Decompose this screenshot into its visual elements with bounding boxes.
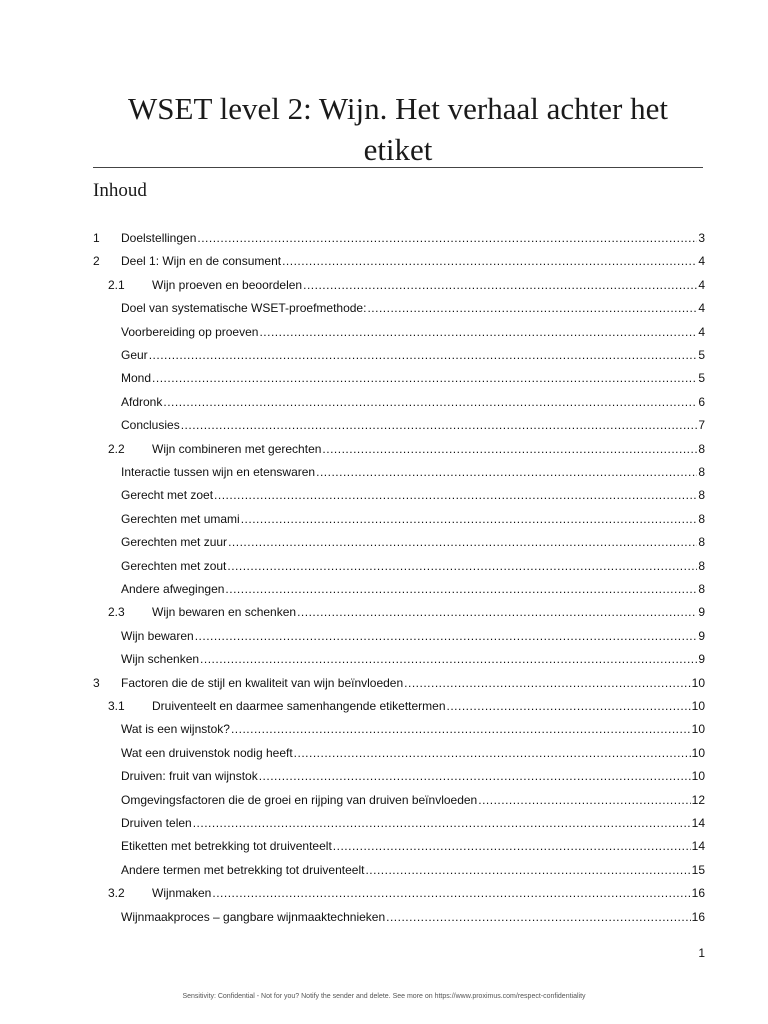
toc-entry-page: 8 [698, 535, 705, 549]
toc-dot-leader [294, 742, 691, 765]
toc-entry[interactable] [0, 461, 768, 484]
toc-entry-number: 3 [93, 676, 100, 690]
toc-entry[interactable] [0, 391, 768, 414]
toc-dot-leader [149, 344, 698, 367]
toc-entry-label: Voorbereiding op proeven [121, 325, 259, 339]
toc-entry-label: Doelstellingen [121, 231, 197, 245]
toc-entry-page: 12 [691, 793, 705, 807]
toc-dot-leader [231, 718, 691, 741]
toc-entry-label: Druiven: fruit van wijnstok [121, 769, 258, 783]
toc-dot-leader [212, 882, 690, 905]
toc-entry-line [121, 625, 705, 648]
toc-dot-leader [163, 391, 697, 414]
toc-entry-page: 8 [698, 442, 705, 456]
toc-entry-line [152, 601, 705, 624]
toc-entry-line [152, 438, 705, 461]
toc-entry-page: 4 [698, 301, 705, 315]
toc-entry-line [121, 250, 705, 273]
toc-entry[interactable] [0, 274, 768, 297]
toc-entry[interactable] [0, 718, 768, 741]
toc-entry-number: 1 [93, 231, 100, 245]
toc-entry-line [121, 835, 705, 858]
toc-entry-line [121, 578, 705, 601]
toc-entry[interactable] [0, 414, 768, 437]
toc-entry-line [121, 789, 705, 812]
toc-dot-leader [152, 367, 697, 390]
toc-entry-line [121, 859, 705, 882]
toc-entry-label: Afdronk [121, 395, 163, 409]
toc-dot-leader [303, 274, 697, 297]
toc-entry-line [121, 906, 705, 929]
toc-entry-line [121, 391, 705, 414]
toc-entry-page: 16 [691, 886, 705, 900]
toc-entry-label: Wijn combineren met gerechten [152, 442, 322, 456]
toc-entry-page: 3 [698, 231, 705, 245]
toc-dot-leader [316, 461, 697, 484]
toc-heading: Inhoud [93, 180, 147, 201]
toc-entry-page: 4 [698, 325, 705, 339]
toc-entry-label: Wijnmaakproces – gangbare wijnmaaktechnieken [121, 910, 386, 924]
toc-dot-leader [333, 835, 691, 858]
toc-entry-page: 9 [698, 629, 705, 643]
toc-entry[interactable] [0, 321, 768, 344]
toc-entry[interactable] [0, 742, 768, 765]
toc-entry[interactable] [0, 227, 768, 250]
toc-entry-page: 8 [698, 559, 705, 573]
toc-entry-number: 3.1 [108, 699, 125, 713]
toc-entry-label: Gerechten met zout [121, 559, 227, 573]
toc-entry-page: 10 [691, 699, 705, 713]
toc-dot-leader [228, 531, 697, 554]
toc-entry-label: Omgevingsfactoren die de groei en rijping van druiven beïnvloeden [121, 793, 478, 807]
toc-dot-leader [225, 578, 697, 601]
toc-entry-label: Wijn schenken [121, 652, 200, 666]
toc-entry[interactable] [0, 578, 768, 601]
toc-dot-leader [478, 789, 690, 812]
toc-entry-page: 6 [698, 395, 705, 409]
toc-entry[interactable] [0, 508, 768, 531]
toc-entry-page: 8 [698, 512, 705, 526]
toc-entry[interactable] [0, 648, 768, 671]
toc-entry-label: Andere afwegingen [121, 582, 225, 596]
toc-entry-page: 8 [698, 488, 705, 502]
toc-entry[interactable] [0, 882, 768, 905]
toc-entry-line [121, 648, 705, 671]
toc-entry-line [121, 414, 705, 437]
toc-entry-line [152, 882, 705, 905]
toc-entry-page: 8 [698, 582, 705, 596]
toc-entry-number: 2.1 [108, 278, 125, 292]
toc-dot-leader [404, 672, 690, 695]
document-title: WSET level 2: Wijn. Het verhaal achter het etiket [128, 91, 668, 167]
toc-dot-leader [227, 555, 697, 578]
toc-entry[interactable] [0, 555, 768, 578]
toc-entry-page: 10 [691, 722, 705, 736]
toc-entry-number: 2.2 [108, 442, 125, 456]
toc-dot-leader [386, 906, 691, 929]
toc-entry-line [121, 672, 705, 695]
toc-entry[interactable] [0, 835, 768, 858]
toc-entry-label: Doel van systematische WSET-proefmethode: [121, 301, 367, 315]
toc-entry-page: 10 [691, 746, 705, 760]
toc-entry-page: 4 [698, 254, 705, 268]
toc-dot-leader [181, 414, 698, 437]
toc-entry-page: 15 [691, 863, 705, 877]
toc-entry-number: 2.3 [108, 605, 125, 619]
toc-entry-label: Wijn proeven en beoordelen [152, 278, 303, 292]
toc-entry[interactable] [0, 695, 768, 718]
toc-entry-line [121, 297, 705, 320]
toc-entry-line [152, 695, 705, 718]
toc-entry-label: Andere termen met betrekking tot druiventeelt [121, 863, 365, 877]
title-divider [93, 167, 703, 168]
toc-entry-line [121, 321, 705, 344]
toc-entry-label: Deel 1: Wijn en de consument [121, 254, 282, 268]
toc-dot-leader [297, 601, 697, 624]
toc-entry-label: Druiventeelt en daarmee samenhangende etikettermen [152, 699, 446, 713]
toc-entry-label: Wijn bewaren [121, 629, 194, 643]
toc-entry-label: Factoren die de stijl en kwaliteit van wijn beïnvloeden [121, 676, 404, 690]
toc-entry-page: 9 [698, 652, 705, 666]
toc-entry-label: Etiketten met betrekking tot druiventeelt [121, 839, 332, 853]
toc-dot-leader [365, 859, 690, 882]
toc-entry-label: Mond [121, 371, 152, 385]
toc-entry-line [121, 765, 705, 788]
toc-entry-line [152, 274, 705, 297]
toc-entry-page: 7 [698, 418, 705, 432]
toc-entry[interactable] [0, 367, 768, 390]
toc-entry[interactable] [0, 297, 768, 320]
confidentiality-footer: Sensitivity: Confidential - Not for you? Notify the sender and delete. See more on https://www.proximus.com/respect-confidentiality [182, 993, 586, 1000]
toc-entry[interactable] [0, 344, 768, 367]
toc-entry-page: 10 [691, 676, 705, 690]
toc-dot-leader [214, 484, 697, 507]
toc-dot-leader [241, 508, 698, 531]
toc-entry-line [121, 344, 705, 367]
toc-entry-page: 5 [698, 348, 705, 362]
toc-entry-label: Gerecht met zoet [121, 488, 214, 502]
toc-dot-leader [367, 297, 697, 320]
toc-entry-label: Druiven telen [121, 816, 192, 830]
toc-dot-leader [447, 695, 691, 718]
toc-entry-line [121, 742, 705, 765]
toc-entry-number: 3.2 [108, 886, 125, 900]
toc-entry-line [121, 812, 705, 835]
toc-entry-label: Wat is een wijnstok? [121, 722, 230, 736]
toc-entry[interactable] [0, 765, 768, 788]
toc-entry-page: 8 [698, 465, 705, 479]
toc-dot-leader [193, 812, 691, 835]
toc-entry-line [121, 531, 705, 554]
toc-entry-line [121, 227, 705, 250]
toc-dot-leader [259, 765, 691, 788]
toc-entry-label: Conclusies [121, 418, 180, 432]
toc-entry[interactable] [0, 789, 768, 812]
toc-dot-leader [259, 321, 697, 344]
toc-entry[interactable] [0, 484, 768, 507]
toc-entry-line [121, 555, 705, 578]
toc-entry[interactable] [0, 250, 768, 273]
toc-entry-label: Wijnmaken [152, 886, 212, 900]
toc-entry-page: 10 [691, 769, 705, 783]
toc-entry[interactable] [0, 625, 768, 648]
toc-dot-leader [200, 648, 697, 671]
toc-entry-label: Gerechten met zuur [121, 535, 228, 549]
toc-entry-page: 16 [691, 910, 705, 924]
toc-entry-page: 9 [698, 605, 705, 619]
toc-entry-line [121, 718, 705, 741]
toc-entry-label: Wijn bewaren en schenken [152, 605, 297, 619]
toc-entry-line [121, 508, 705, 531]
toc-entry[interactable] [0, 672, 768, 695]
toc-entry-label: Geur [121, 348, 148, 362]
toc-dot-leader [322, 438, 697, 461]
page-number: 1 [698, 946, 705, 960]
toc-entry-page: 4 [698, 278, 705, 292]
toc-entry[interactable] [0, 438, 768, 461]
toc-entry-line [121, 484, 705, 507]
toc-entry[interactable] [0, 859, 768, 882]
toc-entry-page: 14 [691, 839, 705, 853]
toc-dot-leader [282, 250, 697, 273]
toc-entry[interactable] [0, 601, 768, 624]
toc-entry-page: 14 [691, 816, 705, 830]
toc-entry[interactable] [0, 812, 768, 835]
toc-entry-line [121, 461, 705, 484]
toc-entry-label: Wat een druivenstok nodig heeft [121, 746, 293, 760]
toc-entry-page: 5 [698, 371, 705, 385]
toc-entry[interactable] [0, 531, 768, 554]
toc-entry[interactable] [0, 906, 768, 929]
toc-entry-line [121, 367, 705, 390]
toc-dot-leader [197, 227, 697, 250]
toc-dot-leader [195, 625, 698, 648]
toc-entry-label: Interactie tussen wijn en etenswaren [121, 465, 316, 479]
toc-entry-number: 2 [93, 254, 100, 268]
toc-entry-label: Gerechten met umami [121, 512, 240, 526]
